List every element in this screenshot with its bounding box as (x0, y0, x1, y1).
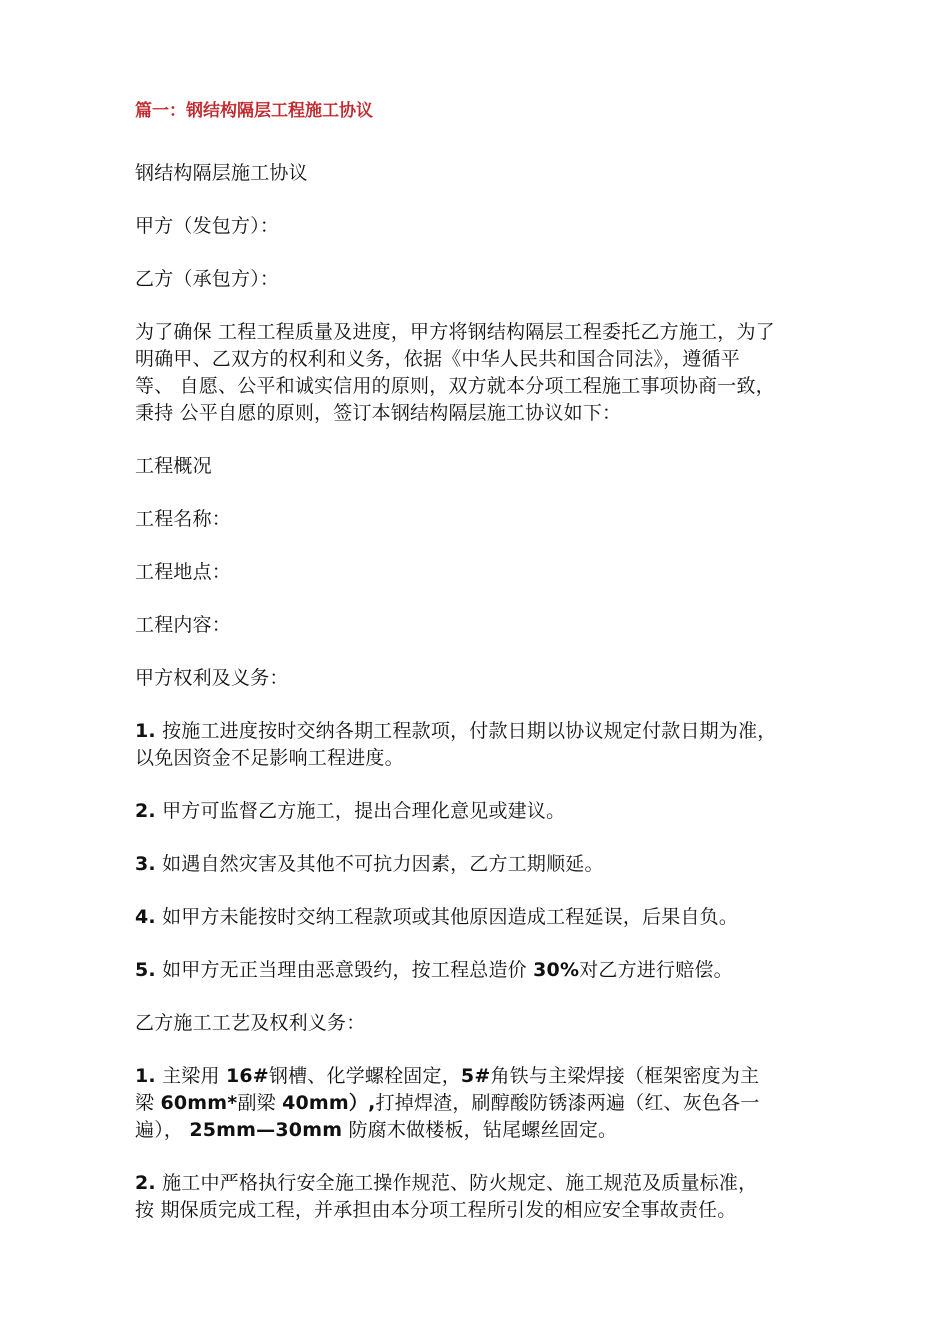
item-text: 施工中严格执行安全施工操作规范、防火规定、施工规范及质量标准， (155, 1172, 758, 1194)
party-a-item-4 (135, 904, 815, 931)
item-number: 5. (135, 959, 156, 981)
item-text: 甲方可监督乙方施工，提出合理化意见或建议。 (155, 800, 566, 822)
item-text: 按 期保质完成工程，并承担由本分项工程所引发的相应安全事故责任。 (135, 1199, 737, 1221)
party-a-item-2 (135, 798, 815, 825)
item-text: 如遇自然灾害及其他不可抗力因素，乙方工期顺延。 (155, 853, 604, 875)
intro-line: 等、 自愿、公平和诚实信用的原则，双方就本分项工程施工事项协商一致， (135, 375, 775, 397)
item-text: 如甲方未能按时交纳工程款项或其他原因造成工程延误，后果自负。 (155, 906, 739, 928)
spec-value: 16# (225, 1065, 269, 1087)
percentage: 30% (533, 959, 580, 981)
intro-paragraph (135, 319, 815, 427)
section-heading: 篇一：钢结构隔层工程施工协议 (135, 101, 373, 121)
party-a-item-5 (135, 957, 815, 984)
item-number: 1. (135, 720, 156, 742)
agreement-title: 钢结构隔层施工协议 (135, 162, 308, 184)
item-text: 钢槽、化学螺栓固定， (268, 1065, 461, 1087)
intro-line: 明确甲、乙双方的权利和义务，依据《中华人民共和国合同法》，遵循平 (135, 348, 740, 370)
item-text: 打掉焊渣，刷醇酸防锈漆两遍（红、灰色各一 (375, 1092, 760, 1114)
item-text: 对乙方进行赔偿。 (579, 959, 733, 981)
party-a-line: 甲方（发包方）： (135, 215, 280, 237)
item-text: 主梁用 (155, 1065, 226, 1087)
item-number: 1. (135, 1065, 156, 1087)
project-name-field: 工程名称： (135, 508, 232, 530)
item-number: 2. (135, 1172, 156, 1194)
party-b-item-1 (135, 1063, 815, 1144)
item-text: 副梁 (237, 1092, 283, 1114)
item-text: 以免因资金不足影响工程进度。 (135, 747, 404, 769)
document-body (135, 98, 815, 1250)
spec-value: 40mm）, (282, 1092, 376, 1114)
intro-line: 秉持 公平自愿的原则，签订本钢结构隔层施工协议如下： (135, 402, 622, 424)
item-text: 梁 (135, 1092, 161, 1114)
spec-value: 25mm—30mm (189, 1119, 343, 1141)
intro-line: 为了确保 工程工程质量及进度，甲方将钢结构隔层工程委托乙方施工，为了 (135, 321, 775, 343)
item-text: 按施工进度按时交纳各期工程款项，付款日期以协议规定付款日期为准， (155, 720, 777, 742)
overview-heading: 工程概况 (135, 455, 212, 477)
spec-value: 60mm* (160, 1092, 238, 1114)
party-a-rights-heading: 甲方权利及义务： (135, 667, 289, 689)
party-a-item-3 (135, 851, 815, 878)
party-b-heading: 乙方施工工艺及权利义务： (135, 1012, 366, 1034)
project-site-field: 工程地点： (135, 561, 232, 583)
item-number: 3. (135, 853, 156, 875)
item-text: 如甲方无正当理由恶意毁约，按工程总造价 (155, 959, 534, 981)
party-a-item-1 (135, 718, 815, 772)
party-b-item-2 (135, 1170, 815, 1224)
item-text: 角铁与主梁焊接（框架密度为主 (490, 1065, 760, 1087)
item-number: 2. (135, 800, 156, 822)
item-text: 防腐木做楼板，钻尾螺丝固定。 (342, 1119, 618, 1141)
project-content-field: 工程内容： (135, 614, 232, 636)
spec-value: 5# (460, 1065, 491, 1087)
item-text: 遍）， (135, 1119, 190, 1141)
item-number: 4. (135, 906, 156, 928)
party-b-line: 乙方（承包方）： (135, 268, 280, 290)
